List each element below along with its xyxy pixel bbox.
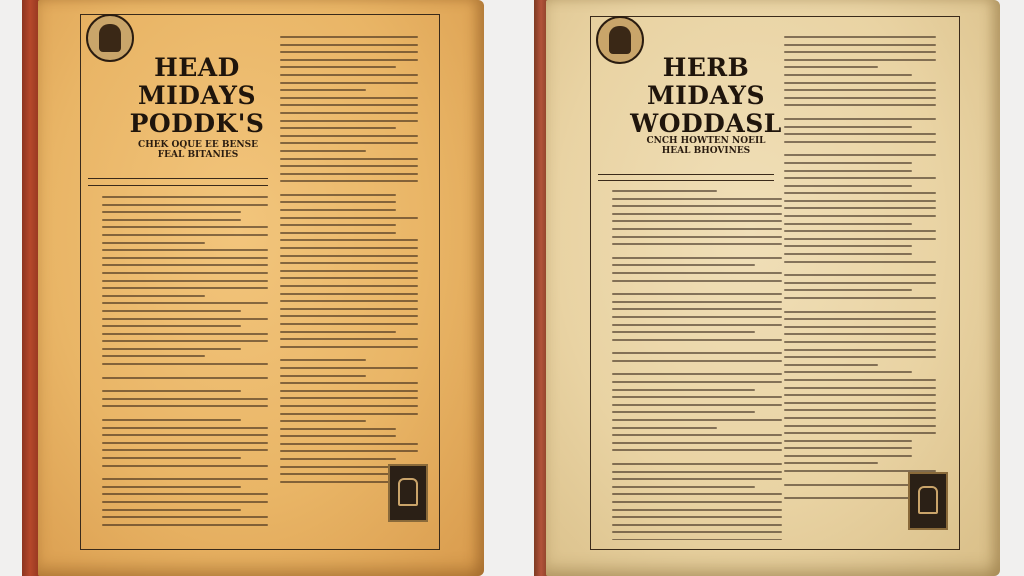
body-text-line: [280, 285, 418, 287]
body-text-line: [612, 213, 782, 215]
body-text-line: [280, 397, 418, 399]
body-text-line: [612, 493, 782, 495]
body-text-line: [102, 302, 268, 304]
body-text-line: [784, 341, 936, 343]
body-text-line: [612, 449, 782, 451]
divider: [88, 178, 268, 179]
body-text-line: [612, 419, 782, 421]
body-text-line: [784, 364, 878, 366]
body-text-line: [784, 44, 936, 46]
body-text-line: [102, 419, 241, 421]
book-subtitle-line: CNCH HOWTEN NOEIL: [646, 136, 766, 146]
body-text-line: [102, 355, 205, 357]
book-title-line: HERB: [662, 53, 750, 82]
body-text-line: [784, 126, 912, 128]
body-text-line: [784, 425, 936, 427]
body-text-line: [280, 428, 396, 430]
body-text-line: [784, 455, 912, 457]
body-text-line: [784, 185, 912, 187]
body-text-line: [280, 209, 396, 211]
body-text-line: [102, 234, 268, 236]
body-text-line: [280, 300, 418, 302]
body-text-line: [102, 442, 268, 444]
body-text-line: [784, 417, 936, 419]
body-text-line: [102, 272, 268, 274]
body-text-column-right: [784, 36, 936, 500]
body-text-line: [280, 331, 396, 333]
body-text-line: [784, 356, 936, 358]
body-text-line: [102, 457, 241, 459]
book-title-line: PODDK'S: [129, 109, 265, 138]
body-text-line: [784, 162, 912, 164]
body-text-line: [612, 381, 782, 383]
body-text-line: [102, 449, 268, 451]
body-text-line: [784, 274, 936, 276]
body-text-line: [102, 310, 241, 312]
body-text-line: [784, 462, 878, 464]
body-text-line: [280, 180, 418, 182]
body-text-line: [102, 501, 268, 503]
body-text-line: [102, 390, 241, 392]
body-text-line: [612, 531, 782, 533]
book-subtitle: [626, 136, 786, 156]
body-text-line: [280, 201, 396, 203]
body-text-line: [784, 245, 912, 247]
body-text-line: [612, 198, 782, 200]
body-text-line: [784, 402, 936, 404]
body-text-line: [102, 377, 268, 379]
body-text-line: [784, 74, 912, 76]
body-text-line: [784, 66, 878, 68]
body-text-line: [784, 89, 936, 91]
divider: [88, 185, 268, 186]
body-text-line: [280, 481, 396, 483]
body-text-line: [102, 509, 241, 511]
body-text-line: [280, 359, 366, 361]
book-subtitle-line: CHEK OQUE EE BENSE: [138, 140, 258, 150]
body-text-line: [280, 127, 396, 129]
body-text-line: [102, 204, 268, 206]
book-subtitle: [118, 140, 278, 160]
paragraph-gap: [280, 188, 418, 194]
body-text-line: [612, 501, 782, 503]
body-text-column-left: [612, 190, 782, 540]
body-text-line: [102, 264, 268, 266]
body-text-line: [102, 318, 268, 320]
body-text-line: [612, 272, 782, 274]
body-text-line: [784, 207, 936, 209]
body-text-line: [102, 478, 268, 480]
body-text-line: [612, 331, 755, 333]
body-text-line: [280, 165, 418, 167]
body-text-line: [612, 280, 782, 282]
body-text-line: [612, 324, 782, 326]
body-text-line: [612, 463, 782, 465]
body-text-line: [280, 308, 418, 310]
body-text-line: [280, 375, 366, 377]
body-text-line: [784, 223, 912, 225]
body-text-line: [612, 308, 782, 310]
body-text-line: [784, 282, 936, 284]
seal-stamp-icon: [908, 472, 948, 530]
book-title: [618, 54, 794, 138]
book-left: [22, 0, 484, 576]
body-text-line: [612, 524, 782, 526]
paragraph-gap: [102, 371, 268, 377]
body-text-line: [280, 255, 418, 257]
body-text-line: [280, 120, 418, 122]
body-text-line: [612, 236, 782, 238]
body-text-line: [612, 316, 782, 318]
body-text-line: [280, 173, 418, 175]
body-text-line: [280, 51, 418, 53]
body-text-line: [102, 348, 241, 350]
divider: [598, 180, 774, 181]
body-text-line: [280, 239, 418, 241]
body-text-line: [280, 390, 418, 392]
paragraph-gap: [612, 251, 782, 257]
body-text-line: [784, 154, 936, 156]
body-text-line: [612, 360, 782, 362]
body-text-line: [784, 440, 912, 442]
body-text-line: [784, 230, 936, 232]
book-subtitle-line: FEAL BITANIES: [157, 150, 239, 160]
body-text-line: [280, 135, 418, 137]
seal-stamp-icon: [388, 464, 428, 522]
body-text-line: [102, 325, 241, 327]
body-text-line: [102, 493, 268, 495]
body-text-line: [280, 473, 396, 475]
body-text-line: [612, 471, 782, 473]
body-text-line: [784, 118, 936, 120]
body-text-line: [784, 141, 936, 143]
body-text-line: [612, 411, 755, 413]
body-text-line: [102, 287, 268, 289]
body-text-line: [784, 59, 936, 61]
body-text-line: [612, 404, 782, 406]
divider: [598, 174, 774, 175]
body-text-line: [102, 196, 268, 198]
body-text-line: [280, 346, 418, 348]
body-text-line: [784, 447, 912, 449]
body-text-line: [280, 82, 418, 84]
body-text-line: [102, 516, 268, 518]
body-text-line: [102, 465, 268, 467]
body-text-line: [784, 253, 912, 255]
body-text-line: [612, 220, 782, 222]
body-text-line: [784, 133, 936, 135]
body-text-line: [784, 387, 936, 389]
body-text-line: [612, 486, 755, 488]
body-text-line: [280, 104, 418, 106]
body-text-line: [784, 192, 936, 194]
body-text-line: [784, 238, 936, 240]
book-title-line: MIDAYS: [137, 81, 257, 110]
body-text-line: [280, 315, 418, 317]
body-text-line: [280, 89, 366, 91]
book-title: [112, 54, 282, 138]
body-text-line: [280, 36, 418, 38]
body-text-line: [280, 293, 418, 295]
body-text-line: [612, 509, 782, 511]
body-text-line: [784, 36, 936, 38]
body-text-line: [612, 478, 782, 480]
body-text-line: [280, 232, 396, 234]
body-text-line: [280, 323, 418, 325]
body-text-line: [280, 194, 396, 196]
body-text-line: [612, 427, 717, 429]
body-text-line: [280, 405, 418, 407]
body-text-line: [612, 516, 782, 518]
body-text-line: [784, 200, 936, 202]
body-text-line: [280, 97, 418, 99]
body-text-line: [280, 74, 418, 76]
book-title-line: MIDAYS: [646, 81, 766, 110]
body-text-line: [102, 398, 268, 400]
body-text-line: [280, 413, 418, 415]
body-text-line: [102, 486, 241, 488]
body-text-line: [784, 104, 936, 106]
book-subtitle-line: HEAL BHOVINES: [661, 146, 751, 156]
body-text-line: [280, 443, 418, 445]
body-text-line: [612, 339, 782, 341]
body-text-line: [280, 150, 366, 152]
body-text-line: [102, 524, 268, 526]
body-text-line: [102, 219, 241, 221]
body-text-line: [784, 177, 936, 179]
body-text-line: [102, 405, 268, 407]
body-text-line: [784, 409, 936, 411]
body-text-line: [612, 396, 782, 398]
body-text-line: [280, 142, 418, 144]
body-text-line: [102, 249, 268, 251]
body-text-line: [784, 379, 936, 381]
body-text-line: [280, 59, 418, 61]
body-text-line: [612, 434, 782, 436]
body-text-line: [102, 434, 268, 436]
body-text-line: [102, 280, 268, 282]
body-text-line: [784, 289, 912, 291]
body-text-line: [102, 333, 268, 335]
body-text-line: [612, 539, 782, 540]
body-text-line: [102, 226, 268, 228]
body-text-line: [102, 242, 205, 244]
body-text-line: [612, 243, 782, 245]
body-text-line: [280, 420, 366, 422]
book-title-line: WODDASL: [630, 109, 782, 138]
body-text-line: [102, 257, 268, 259]
body-text-line: [102, 363, 268, 365]
body-text-line: [280, 458, 396, 460]
body-text-line: [280, 435, 396, 437]
body-text-line: [102, 340, 268, 342]
body-text-line: [612, 442, 782, 444]
body-text-line: [784, 311, 936, 313]
body-text-line: [612, 301, 782, 303]
body-text-line: [280, 338, 418, 340]
body-text-column-right: [280, 36, 418, 488]
body-text-line: [784, 261, 936, 263]
body-text-line: [784, 215, 936, 217]
body-text-line: [612, 264, 755, 266]
body-text-line: [612, 293, 782, 295]
body-text-line: [280, 277, 418, 279]
body-text-column-left: [102, 196, 268, 526]
body-text-line: [784, 326, 936, 328]
book-right: [534, 0, 1000, 576]
body-text-line: [280, 262, 418, 264]
body-text-line: [612, 190, 717, 192]
body-text-line: [612, 205, 782, 207]
body-text-line: [784, 394, 936, 396]
body-text-line: [612, 373, 782, 375]
body-text-line: [280, 44, 418, 46]
body-text-line: [102, 427, 268, 429]
body-text-line: [612, 257, 782, 259]
body-text-line: [612, 352, 782, 354]
body-text-line: [280, 66, 396, 68]
body-text-line: [280, 367, 418, 369]
body-text-line: [784, 51, 936, 53]
body-text-line: [784, 333, 936, 335]
body-text-line: [280, 247, 418, 249]
body-text-line: [102, 211, 241, 213]
body-text-line: [280, 450, 418, 452]
body-text-line: [784, 170, 912, 172]
body-text-line: [612, 389, 755, 391]
body-text-line: [784, 82, 936, 84]
body-text-line: [280, 270, 418, 272]
body-text-line: [280, 224, 396, 226]
body-text-line: [280, 112, 418, 114]
body-text-line: [280, 382, 418, 384]
body-text-line: [102, 295, 205, 297]
body-text-line: [784, 297, 936, 299]
body-text-line: [784, 318, 936, 320]
body-text-line: [784, 371, 912, 373]
body-text-line: [784, 349, 936, 351]
book-title-line: HEAD: [154, 53, 240, 82]
body-text-line: [280, 217, 418, 219]
body-text-line: [612, 228, 782, 230]
body-text-line: [784, 432, 936, 434]
body-text-line: [280, 158, 418, 160]
body-text-line: [784, 97, 936, 99]
paragraph-gap: [784, 305, 936, 311]
